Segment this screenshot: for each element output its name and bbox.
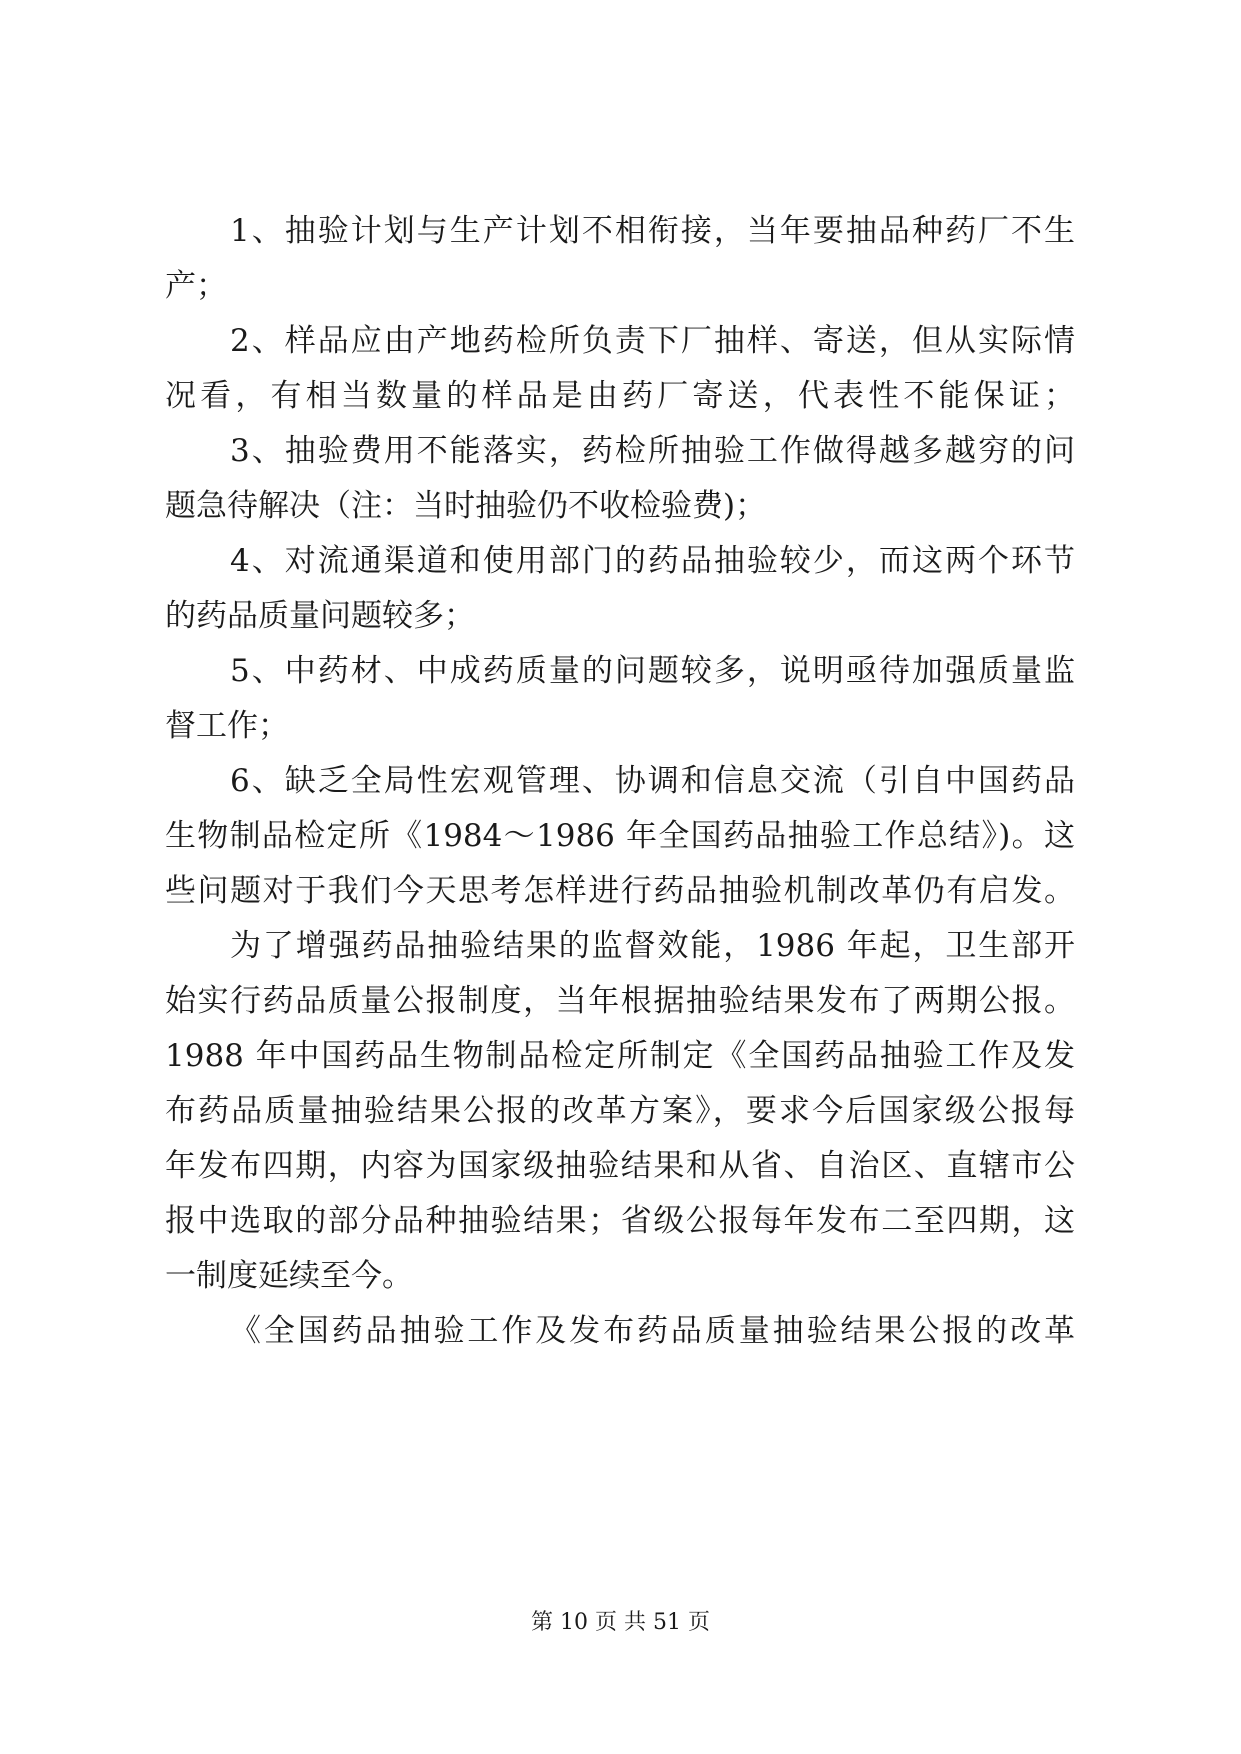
text-line: 5、中药材、中成药质量的问题较多，说明亟待加强质量监	[230, 653, 1075, 689]
text-line: 报中选取的部分品种抽验结果；省级公报每年发布二至四期，这	[165, 1203, 1075, 1239]
text-line: 《全国药品抽验工作及发布药品质量抽验结果公报的改革	[230, 1313, 1075, 1349]
text-line: 题急待解决（注：当时抽验仍不收检验费)；	[165, 488, 767, 524]
text-line: 生物制品检定所《1984～1986 年全国药品抽验工作总结》)。这	[165, 818, 1075, 854]
text-line: 年发布四期，内容为国家级抽验结果和从省、自治区、直辖市公	[165, 1148, 1075, 1184]
text-line: 为了增强药品抽验结果的监督效能，1986 年起，卫生部开	[230, 928, 1075, 964]
text-line: 始实行药品质量公报制度，当年根据抽验结果发布了两期公报。	[165, 983, 1075, 1019]
text-line: 督工作；	[165, 708, 289, 744]
text-line: 2、样品应由产地药检所负责下厂抽样、寄送，但从实际情	[230, 323, 1075, 359]
text-line: 1、抽验计划与生产计划不相衔接，当年要抽品种药厂不生	[230, 213, 1075, 249]
text-line: 些问题对于我们今天思考怎样进行药品抽验机制改革仍有启发。	[165, 873, 1075, 909]
text-line: 一制度延续至今。	[165, 1258, 413, 1294]
text-line: 6、缺乏全局性宏观管理、协调和信息交流（引自中国药品	[230, 763, 1075, 799]
text-line: 布药品质量抽验结果公报的改革方案》，要求今后国家级公报每	[165, 1093, 1075, 1129]
text-line: 4、对流通渠道和使用部门的药品抽验较少，而这两个环节	[230, 543, 1075, 579]
text-line: 产；	[165, 268, 227, 304]
text-line: 1988 年中国药品生物制品检定所制定《全国药品抽验工作及发	[165, 1038, 1075, 1074]
page-number-footer: 第 10 页 共 51 页	[531, 1610, 710, 1635]
text-line: 3、抽验费用不能落实，药检所抽验工作做得越多越穷的问	[230, 433, 1075, 469]
text-line: 况看，有相当数量的样品是由药厂寄送，代表性不能保证；	[165, 378, 1075, 414]
text-line: 的药品质量问题较多；	[165, 598, 475, 634]
